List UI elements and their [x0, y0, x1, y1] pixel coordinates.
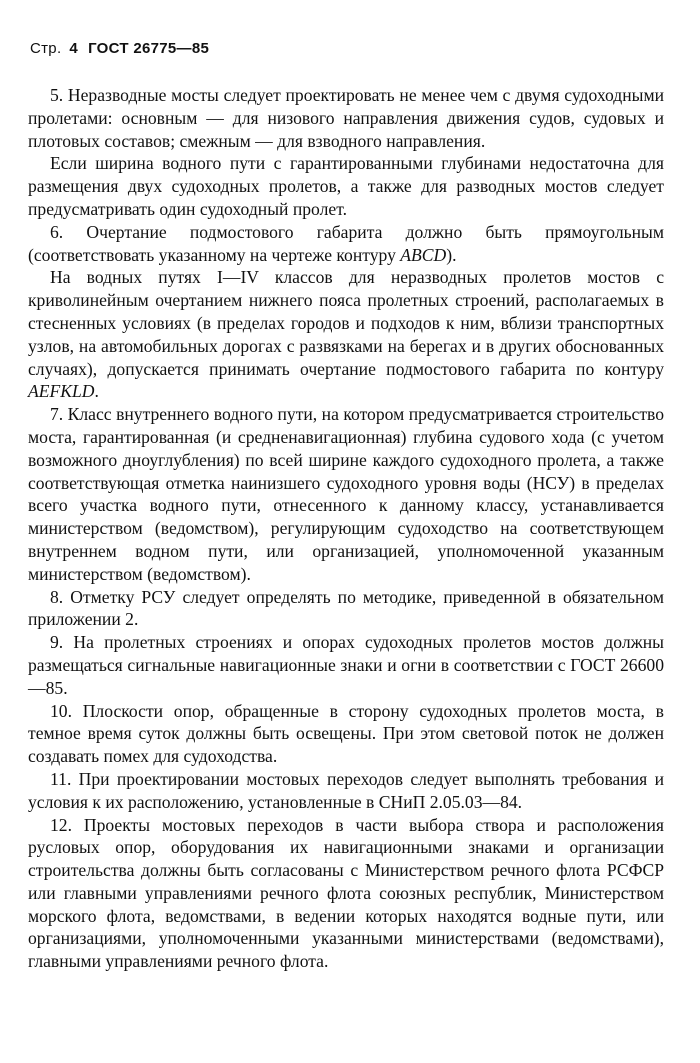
- body-text: [28, 84, 664, 973]
- paragraph-item-6: [28, 221, 664, 267]
- paragraph-item-11: [28, 768, 664, 814]
- paragraph-text: 12. Проекты мостовых переходов в части выбора створа и расположения русловых опор, оборудования их навигационными знаками и организации строительства должны быть согласованы с Министерством речного флота РСФСР или главными управлениями речного флота союзных республик, Министерством морского флота, ведомствами, в ведении которых находятся водные пути, или организациями, уполномоченными указанными министерствами (ведомствами), главными управлениями речного флота.: [28, 814, 664, 972]
- paragraph-item-5: [28, 84, 664, 152]
- paragraph-width-note: [28, 152, 664, 220]
- paragraph-text: 6. Очертание подмостового габарита должно быть прямоугольным (соответствовать указанному на чертеже контуру: [28, 221, 664, 265]
- paragraph-item-12: [28, 814, 664, 974]
- paragraph-text: 11. При проектировании мостовых переходов следует выполнять требования и условия к их расположению, установленные в СНиП 2.05.03—84.: [28, 768, 664, 812]
- paragraph-item-10: [28, 700, 664, 768]
- paragraph-text: 10. Плоскости опор, обращенные в сторону судоходных пролетов моста, в темное время суток должны быть освещены. При этом световой поток не должен создавать помех для судоходства.: [28, 700, 664, 767]
- paragraph-text: На водных путях I—IV классов для неразводных пролетов мостов с криволинейным очертанием нижнего пояса пролетных строений, располагаемых в стесненных условиях (в пределах городов и подходов к ним, вблизи транспортных узлов, на автомобильных дорогах с развязками на берегах и в других обоснованных случаях), допускается принимать очертание подмостового габарита по контуру: [28, 267, 664, 379]
- paragraph-item-8: [28, 586, 664, 632]
- page-number: 4: [69, 40, 79, 57]
- paragraph-text: 7. Класс внутреннего водного пути, на котором предусматривается строительство моста, гарантированная (и средненавигационная) глубина судового хода (с учетом возможного дноуглубления) по всей ширине каждого судоходного пролета, а также соответствующая отметка наинизшего судоходного уровня воды (НСУ) в пределах всего участка водного пути, отнесенного к данному классу, устанавливается министерством (ведомством), регулирующим судоходство на соответствующем внутреннем водном пути, или организацией, уполномоченной указанным министерством (ведомством).: [28, 404, 664, 584]
- paragraph-text: Если ширина водного пути с гарантированными глубинами недостаточна для размещения двух судоходных пролетов, а также для разводных мостов следует предусматривать один судоходный пролет.: [28, 153, 664, 219]
- page-header: [30, 40, 209, 57]
- paragraph-text-end: ).: [446, 244, 457, 265]
- paragraph-text: 5. Неразводные мосты следует проектировать не менее чем с двумя судоходными пролетами: основным — для низового направления движения судов, судовых и плотовых составов; смежным — для взводного направления.: [28, 85, 664, 151]
- standard-number: ГОСТ 26775—85: [88, 40, 210, 57]
- contour-label: AEFKLD: [28, 381, 95, 402]
- contour-label: ABCD: [400, 244, 447, 265]
- paragraph-item-7: [28, 403, 664, 585]
- page-prefix: Стр.: [30, 40, 62, 57]
- paragraph-text-end: .: [94, 381, 99, 402]
- paragraph-item-9: [28, 631, 664, 699]
- paragraph-text: 9. На пролетных строениях и опорах судоходных пролетов мостов должны размещаться сигнальные навигационные знаки и огни в соответствии с ГОСТ 26600—85.: [28, 632, 664, 698]
- paragraph-text: 8. Отметку РСУ следует определять по методике, приведенной в обязательном приложении 2.: [28, 586, 664, 630]
- paragraph-classes-note: [28, 266, 664, 403]
